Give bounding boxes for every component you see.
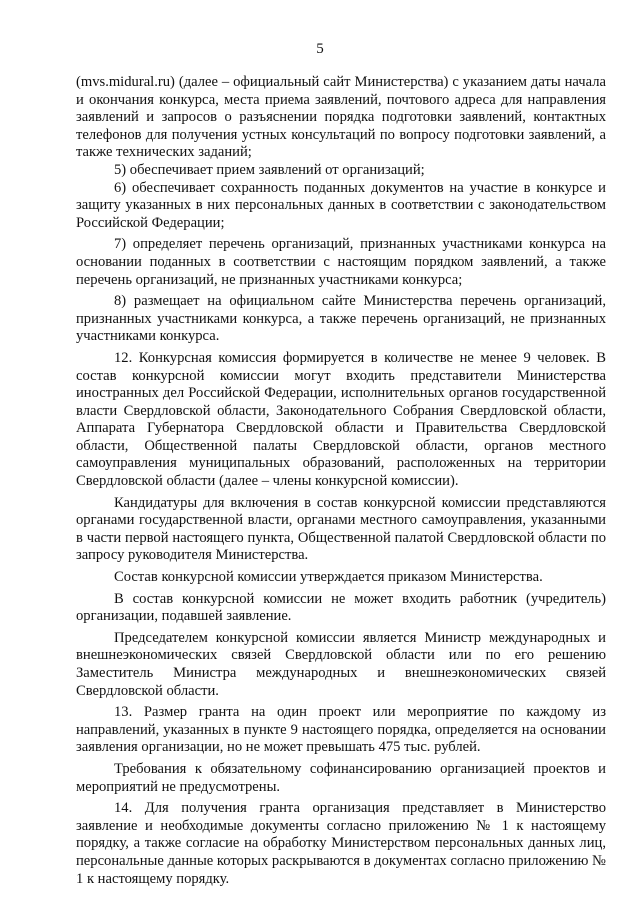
paragraph-section-14: 14. Для получения гранта организация представляет в Министерство заявление и необходимые документы согласно приложению № 1 к настоящему порядку, а также согласие на обработку Министерством персональных данных лиц, персональные данные которых раскрываются в документах согласно приложению № 1 к настоящему порядку. — [76, 800, 606, 887]
paragraph-section-13: 13. Размер гранта на один проект или мероприятие по каждому из направлений, указанных в пункте 9 настоящего порядка, определяется на основании заявления организации, но не может превышать 475 тыс. рублей. — [76, 704, 606, 756]
page-number: 5 — [316, 41, 324, 57]
paragraph-commission-approval: Состав конкурсной комиссии утверждается приказом Министерства. — [114, 569, 543, 586]
paragraph-section-12: 12. Конкурсная комиссия формируется в количестве не менее 9 человек. В состав конкурсной комиссии могут входить представители Министерства иностранных дел Российской Федерации, исполнительных органов государственной власти Свердловской области, Законодательного Собрания Свердловской области, Аппарата Губернатора Свердловской области и Правительства Свердловской области, Общественной палаты Свердловской области, органов местного самоуправления муниципальных образований, расположенных на территории Свердловской области (далее – члены конкурсной комиссии). — [76, 349, 606, 490]
paragraph-item-5: 5) обеспечивает прием заявлений от организаций; — [114, 161, 425, 178]
paragraph-chairman: Председателем конкурсной комиссии является Министр международных и внешнеэкономических связей Свердловской области или по его решению Заместитель Министра международных и внешнеэкономических связей Свердловской области. — [76, 629, 606, 699]
document-body — [76, 74, 606, 888]
paragraph-item-7: 7) определяет перечень организаций, признанных участниками конкурса на основании поданных в соответствии с настоящим порядком заявлений, а также перечень организаций, не признанных участниками конкурса; — [76, 236, 606, 288]
paragraph-item-6: 6) обеспечивает сохранность поданных документов на участие в конкурсе и защиту указанных в них персональных данных в соответствии с законодательством Российской Федерации; — [76, 179, 606, 231]
paragraph-candidates: Кандидатуры для включения в состав конкурсной комиссии представляются органами государственной власти, органами местного самоуправления, указанными в части первой настоящего пункта, Общественной палатой Свердловской области по запросу руководителя Министерства. — [76, 494, 606, 564]
paragraph-cofinancing: Требования к обязательному софинансированию организацией проектов и мероприятий не предусмотрены. — [76, 760, 606, 795]
paragraph-commission-exclusion: В состав конкурсной комиссии не может входить работник (учредитель) организации, подавшей заявление. — [76, 590, 606, 625]
paragraph-item-8: 8) размещает на официальном сайте Министерства перечень организаций, признанных участниками конкурса, а также перечень организаций, не признанных участниками конкурса. — [76, 293, 606, 345]
paragraph-continuation: (mvs.midural.ru) (далее – официальный сайт Министерства) с указанием даты начала и окончания конкурса, места приема заявлений, почтового адреса для направления заявлений и запросов о разъяснении порядка подготовки заявлений, контактных телефонов для получения устных консультаций по вопросу подготовки заявлений, а также технических заданий; — [76, 74, 606, 161]
